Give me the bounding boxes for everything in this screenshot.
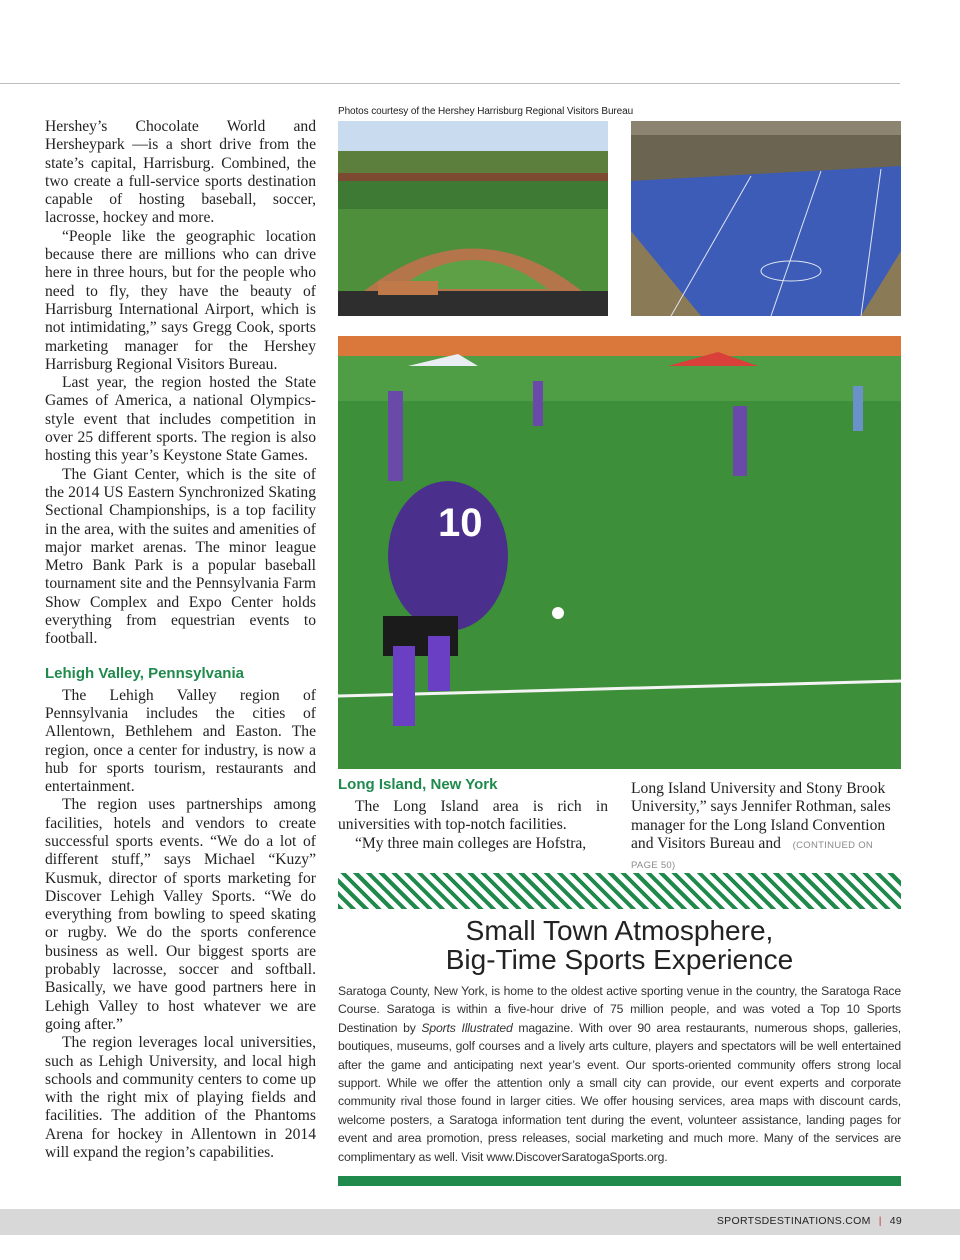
paragraph: The region leverages local universities, such as Lehigh University, and local high schools and community centers to come up with the right mix of playing fields and facilities. The addition of the Phantoms Arena for hockey in Allentown in 2014 will expand the region’s capabilities. (45, 1034, 316, 1162)
sidebar-title-line: Big-Time Sports Experience (445, 944, 794, 975)
paragraph: The Giant Center, which is the site of the 2014 US Eastern Synchronized Skating Sectional Championships, is a top facility in the area, with the suites and amenities of major market arenas. The minor league Metro Bank Park is a popular baseball tournament site and the Pennsylvania Farm Show Complex and Expo Center holds everything from equestrian events to football. (45, 465, 316, 648)
footer-site[interactable]: SPORTSDESTINATIONS.COM (716, 1215, 871, 1227)
long-island-right-column (631, 780, 901, 875)
sidebar-paragraph (338, 982, 901, 1166)
long-island-left-column (338, 776, 608, 853)
paragraph: Last year, the region hosted the State Games of America, a national Olympics-style event that includes competition in over 25 different sports. The region is also hosting this year’s Keystone State Games. (45, 374, 316, 465)
paragraph: The Lehigh Valley region of Pennsylvania includes the cities of Allentown, Bethlehem and Easton. The region, once a center for industry, is now a hub for sports tourism, restaurants and entertainment. (45, 686, 316, 796)
indoor-courts-photo (631, 121, 901, 316)
paragraph-text: Long Island University and Stony Brook University,” says Jennifer Rothman, sales manager for the Long Island Convention and Visitors Bureau and (631, 780, 891, 852)
top-rule (0, 83, 900, 84)
baseball-stadium-photo (338, 121, 608, 316)
svg-text:10: 10 (438, 501, 483, 545)
page-number: 49 (889, 1215, 902, 1227)
section-heading-lehigh: Lehigh Valley, Pennsylvania (45, 664, 244, 682)
continued-on-page-link[interactable]: (CONTINUED ON PAGE 50) (631, 839, 874, 872)
paragraph: Hershey’s Chocolate World and Hersheypark —is a short drive from the state’s capital, Harrisburg. Combined, the two create a full-service sports destination capable of hosting baseball, soccer, lacrosse, hockey and more. (45, 118, 316, 227)
photo-credit: Photos courtesy of the Hershey Harrisburg Regional Visitors Bureau (338, 106, 634, 117)
paragraph: “My three main colleges are Hofstra, (355, 834, 587, 852)
striped-banner (338, 873, 901, 909)
paragraph: “People like the geographic location because there are millions who can drive here in three hours, but for the people who need to fly, they have the beauty of Harrisburg International Airport, which is not intimidating,” says Gregg Cook, sports marketing manager for the Hershey Harrisburg Regional Visitors Bureau. (45, 227, 316, 373)
sidebar-title (338, 916, 901, 974)
section-heading-long-island: Long Island, New York (338, 776, 498, 793)
sidebar-bottom-bar (338, 1176, 901, 1186)
left-column (45, 118, 316, 1162)
paragraph: The Long Island area is rich in universities with top-notch facilities. (338, 798, 608, 834)
paragraph (631, 780, 901, 875)
sidebar-text: magazine. With over 90 area restaurants, numerous shops, galleries, boutiques, museums, golf courses and a lively arts culture, players and spectators will be well entertained after the game and anticipating next year’s event. Our sports-oriented community offers strong local support. While we offer the attention only a small city can provide, our event experts and corporate community rival those found in larger cities. We offer housing services, area maps with discount cards, welcome posters, a Saratoga information tent during the event, volunteer assistance, landing pages for event and area promotion, press releases, social marketing and much more. Many of the services are complimentary as well. Visit www.DiscoverSaratogaSports.org. (338, 1020, 901, 1164)
footer (717, 1215, 902, 1227)
magazine-name: Sports Illustrated (421, 1020, 513, 1035)
paragraph: The region uses partnerships among facilities, hotels and vendors to create successful sports events. “We do a lot of different stuff,” says Michael “Kuzy” Kusmuk, director of sports marketing for Discover Lehigh Valley Sports. “We do everything from bowling to speed skating or rugby. We do the sports conference business as well. Our biggest sports are probably lacrosse, soccer and softball. Basically, we have good partners here in Lehigh Valley to host whatever we are going after.” (45, 796, 316, 1033)
field-hockey-photo (338, 336, 901, 769)
footer-separator: | (878, 1215, 882, 1227)
sidebar-text: Saratoga County, New York, is home to the oldest active sporting venue in the country, the Saratoga Race Course. Saratoga is within a five-hour drive of 75 million people, and was voted a Top 10 Sports Destination by (338, 984, 901, 1035)
sidebar-body (338, 982, 901, 1166)
sidebar-title-line: Small Town Atmosphere, (465, 915, 774, 946)
